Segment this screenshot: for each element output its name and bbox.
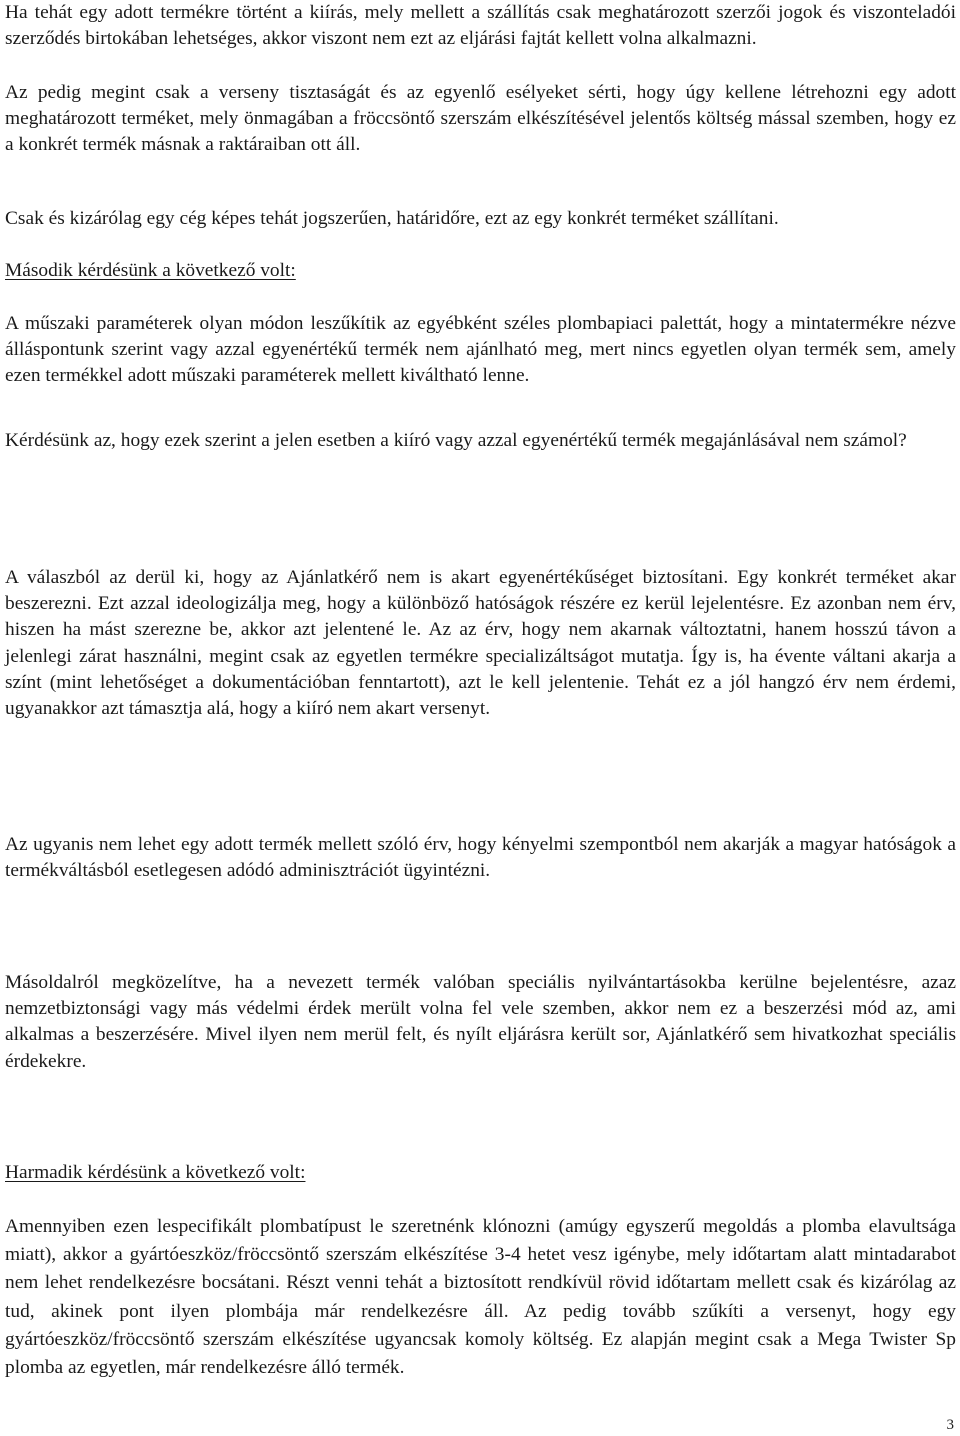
section-heading-third-question: Harmadik kérdésünk a következő volt: — [5, 1162, 306, 1183]
section-heading-second-question: Második kérdésünk a következő volt: — [5, 260, 296, 281]
paragraph-8: Másoldalról megközelítve, ha a nevezett termék valóban speciális nyilvántartásokba kerülne bejelentésre, azaz nemzetbiztonsági vagy más védelmi érdek merült volna fel vele szemben, akkor nem ez a beszerzési mód az, ami alkalmas a beszerzésére. Mivel ilyen nem merül felt, és nyílt eljárásra került sor, Ajánlatkérő sem hivatkozhat speciális érdekekre. — [5, 972, 956, 1072]
paragraph-6: A válaszból az derül ki, hogy az Ajánlatkérő nem is akart egyenértékűséget biztosítani. Egy konkrét terméket akar beszerezni. Ezt azzal ideologizálja meg, hogy a különböző hatóságok részére ez kerül lejelentésre. Ez azonban nem érv, hiszen ha mást szerezne be, akkor azt jelentené le. Az az érv, hogy nem akarnak változtatni, hanem hosszú távon a jelenlegi zárat használni, megint csak az egyetlen termékre specializáltságot mutatja. Így is, ha évente váltani akarja a színt (mint lehetőséget a dokumentációban fenntartott), azt le kell jelentenie. Tehát ez a jól hangzó érv nem érdemi, ugyanakkor azt támasztja alá, hogy a kiíró nem akart versenyt. — [5, 567, 956, 720]
paragraph-3: Csak és kizárólag egy cég képes tehát jogszerűen, határidőre, ezt az egy konkrét terméket szállítani. — [5, 208, 779, 229]
paragraph-5: Kérdésünk az, hogy ezek szerint a jelen esetben a kiíró vagy azzal egyenértékű termék megajánlásával nem számol? — [5, 430, 907, 451]
paragraph-7: Az ugyanis nem lehet egy adott termék mellett szóló érv, hogy kényelmi szempontból nem akarják a magyar hatóságok a termékváltásból esetlegesen adódó adminisztrációt ügyintézni. — [5, 834, 956, 882]
paragraph-4: A műszaki paraméterek olyan módon leszűkítik az egyébként széles plombapiaci palettát, hogy a mintatermékre nézve álláspontunk szerint vagy azzal egyenértékű termék nem ajánlható meg, mert nincs egyetlen olyan termék sem, amely ezen termékkel adott műszaki paraméterek mellett kiváltható lenne. — [5, 313, 956, 387]
paragraph-1: Ha tehát egy adott termékre történt a kiírás, mely mellett a szállítás csak meghatározott szerzői jogok és viszonteladói szerződés birtokában lehetséges, akkor viszont nem ezt az eljárási fajtát kellett volna alkalmazni. — [5, 2, 956, 50]
page-number: 3 — [946, 1417, 954, 1433]
paragraph-9: Amennyiben ezen lespecifikált plombatípust le szeretnénk klónozni (amúgy egyszerű megoldás a plomba elavultsága miatt), akkor a gyártóeszköz/fröccsöntő szerszám elkészítése 3-4 hetet vesz igénybe, mely időtartam alatt mintadarabot nem lehet rendelkezésre bocsátani. Részt venni tehát a biztosított rendkívül rövid időtartam mellett csak és kizárólag az tud, akinek pont ilyen plombája már rendelkezésre áll. Az pedig tovább szűkíti a versenyt, hogy egy gyártóeszköz/fröccsöntő szerszám elkészítése ugyancsak komoly költség. Ez alapján megint csak a Mega Twister Sp plomba az egyetlen, már rendelkezésre álló termék. — [5, 1216, 956, 1379]
paragraph-2: Az pedig megint csak a verseny tisztaságát és az egyenlő esélyeket sérti, hogy úgy kellene létrehozni egy adott meghatározott terméket, mely önmagában a fröccsöntő szerszám elkészítésével jelentős költség mással szemben, hogy ez a konkrét termék másnak a raktáraiban ott áll. — [5, 82, 956, 156]
